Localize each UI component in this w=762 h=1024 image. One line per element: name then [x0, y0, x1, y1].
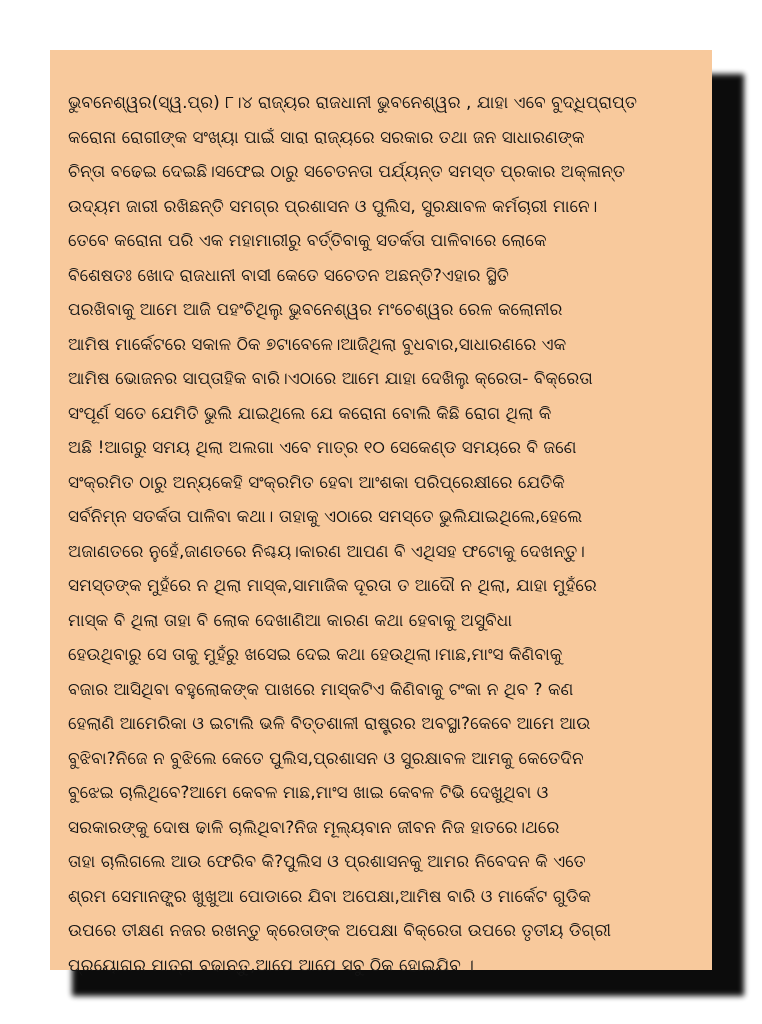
article-line: ଭୁବନେଶ୍ୱର(ସ୍ୱ.ପ୍ର) ୮।୪ ରାଜ୍ୟର ରାଜଧାନୀ ଭୁବନେଶ୍ୱର , ଯାହା ଏବେ ବୁଦ୍ଧିପ୍ରାପ୍ତ	[68, 93, 637, 113]
article-line: ହେଲାଣି ଆମେରିକା ଓ ଇଟାଲି ଭଳି ବିତ୍ତଶାଳୀ ରାଷ୍ଟ୍ରର ଅବସ୍ଥା?କେବେ ଆମେ ଆଉ	[68, 714, 591, 734]
article-line: ଆମିଷ ମାର୍କେଟରେ ସକାଳ ଠିକ ୭ଟାବେଳେ।ଆଜିଥିଲା ବୁଧବାର,ସାଧାରଣରେ ଏକ	[68, 334, 567, 355]
article-line: ତାହା ଚାଲିଗଲେ ଆଉ ଫେରିବ କି?ପୁଲିସ ଓ ପ୍ରଶାସନକୁ ଆମର ନିବେଦନ କି ଏତେ	[68, 852, 586, 872]
article-line: ସରକାରଙ୍କୁ ଦୋଷ ଢାଳି ଚାଲିଥିବା?ନିଜ ମୂଲ୍ୟବାନ ଜୀବନ ନିଜ ହାତରେ।ଥରେ	[68, 817, 560, 838]
article-line: ଆମିଷ ଭୋଜନର ସାପ୍ତାହିକ ବାରି।ଏଠାରେ ଆମେ ଯାହା ଦେଖିଲୁ କ୍ରେତା- ବିକ୍ରେତା	[68, 369, 593, 389]
article-line: ସଂକ୍ରମିତ ଠାରୁ ଅନ୍ୟକେହି ସଂକ୍ରମିତ ହେବା ଆଂଶକା ପରିପ୍ରେକ୍ଷୀରେ ଯେତିକି	[68, 472, 565, 493]
article-line: ଉପରେ ତୀକ୍ଷଣ ନଜର ରଖନ୍ତୁ କ୍ରେତାଙ୍କ ଅପେକ୍ଷା ବିକ୍ରେତା ଉପରେ ତୃତୀୟ ଡିଗ୍ରୀ	[68, 921, 612, 941]
article-body	[68, 86, 698, 983]
article-line: ବିଶେଷତଃ ଖୋଦ ରାଜଧାନୀ ବାସୀ କେତେ ସଚେତନ ଅଛନ୍ତି?ଏହାର ସ୍ଥିତି	[68, 265, 509, 286]
article-line: ଅଜାଣତରେ ନୁହେଁ,ଜାଣତରେ ନିଶ୍ଚୟ।କାରଣ ଆପଣ ବି ଏଥିସହ ଫଟୋକୁ ଦେଖନ୍ତୁ।	[68, 541, 585, 562]
article-line: ବୁଝେଇ ଚାଲିଥିବେ?ଆମେ କେବଳ ମାଛ,ମାଂସ ଖାଇ କେବଳ ଟିଭି ଦେଖୁଥିବା ଓ	[68, 783, 549, 803]
article-line: ଚିନ୍ତା ବଢେଇ ଦେଇଛି।ସଫେଇ ଠାରୁ ସଚେତନତା ପର୍ଯ୍ୟନ୍ତ ସମସ୍ତ ପ୍ରକାର ଅକ୍ଳାନ୍ତ	[68, 162, 626, 182]
article-line: ବୁଝିବା?ନିଜେ ନ ବୁଝିଲେ କେତେ ପୁଲିସ,ପ୍ରଶାସନ ଓ ସୁରକ୍ଷାବଳ ଆମକୁ କେତେଦିନ	[68, 748, 584, 769]
article-line: ସମସ୍ତଙ୍କ ମୁହଁରେ ନ ଥିଲା ମାସ୍କ,ସାମାଜିକ ଦୂରତା ତ ଆଦୌ ନ ଥିଲା, ଯାହା ମୁହଁରେ	[68, 576, 597, 596]
article-line: ଶ୍ରମ ସେମାନଙ୍କ୍ର ଖୁଖୁଆ ପୋଡାରେ ଯିବା ଅପେକ୍ଷା,ଆମିଷ ବାରି ଓ ମାର୍କେଟ ଗୁଡିକ	[68, 886, 591, 907]
article-line: ପରଖିବାକୁ ଆମେ ଆଜି ପହଂଚିଥିଲୁ ଭୁବନେଶ୍ୱର ମଂଚେଶ୍ୱର ରେଳ କଲୋନୀର	[68, 300, 563, 320]
article-line: ମାସ୍କ ବି ଥିଲା ତାହା ବି ଲୋକ ଦେଖାଣିଆ କାରଣ କଥା ହେବାକୁ ଅସୁବିଧା	[68, 610, 513, 631]
article-line: ଅଛି !ଆଗରୁ ସମୟ ଥିଲା ଅଲଗା ଏବେ ମାତ୍ର ୧୦ ସେକେଣ୍ଡ ସମୟରେ ବି ଜଣେ	[68, 438, 577, 458]
article-line: କରୋନା ରୋଗୀଙ୍କ ସଂଖ୍ୟା ପାଇଁ ସାରା ରାଜ୍ୟରେ ସରକାର ତଥା ଜନ ସାଧାରଣଙ୍କ	[68, 127, 585, 148]
article-line: ଉଦ୍ୟମ ଜାରୀ ରଖିଛନ୍ତି ସମଗ୍ର ପ୍ରଶାସନ ଓ ପୁଲିସ, ସୁରକ୍ଷାବଳ କର୍ମଚାରୀ ମାନେ।	[68, 196, 598, 217]
news-card	[50, 50, 712, 976]
article-line: ସର୍ବନିମ୍ନ ସତର୍କତା ପାଳିବା କଥା। ତାହାକୁ ଏଠାରେ ସମସ୍ତେ ଭୁଲିଯାଇଥିଲେ,ହେଲେ	[68, 507, 583, 527]
article-line: ତେବେ କରୋନା ପରି ଏକ ମହାମାରୀରୁ ବର୍ତ୍ତିବାକୁ ସତର୍କତା ପାଳିବାରେ ଲୋକେ	[68, 231, 547, 251]
article-line: ସଂପୂର୍ଣ ସତେ ଯେମିତି ଭୁଲି ଯାଇଥିଲେ ଯେ କରୋନା ବୋଲି କିଛି ରୋଗ ଥିଲା କି	[68, 403, 552, 424]
article-line: ହେଉଥିବାରୁ ସେ ତାକୁ ମୁହଁରୁ ଖସେଇ ଦେଇ କଥା ହେଉଥିଲା।ମାଛ,ମାଂସ କିଣିବାକୁ	[68, 645, 563, 665]
article-line: ବଜାର ଆସିଥିବା ବହୁଲୋକଙ୍କ ପାଖରେ ମାସ୍କଟିଏ କିଣିବାକୁ ଟଂକା ନ ଥିବ ? କଣ	[68, 679, 574, 700]
article-line: ପ୍ରୟୋଗର ମାତ୍ରା ବଢାନ୍ତୁ,ଆପେ ଆପେ ସବୁ ଠିକ ହୋଇଯିବ ।	[68, 955, 474, 976]
